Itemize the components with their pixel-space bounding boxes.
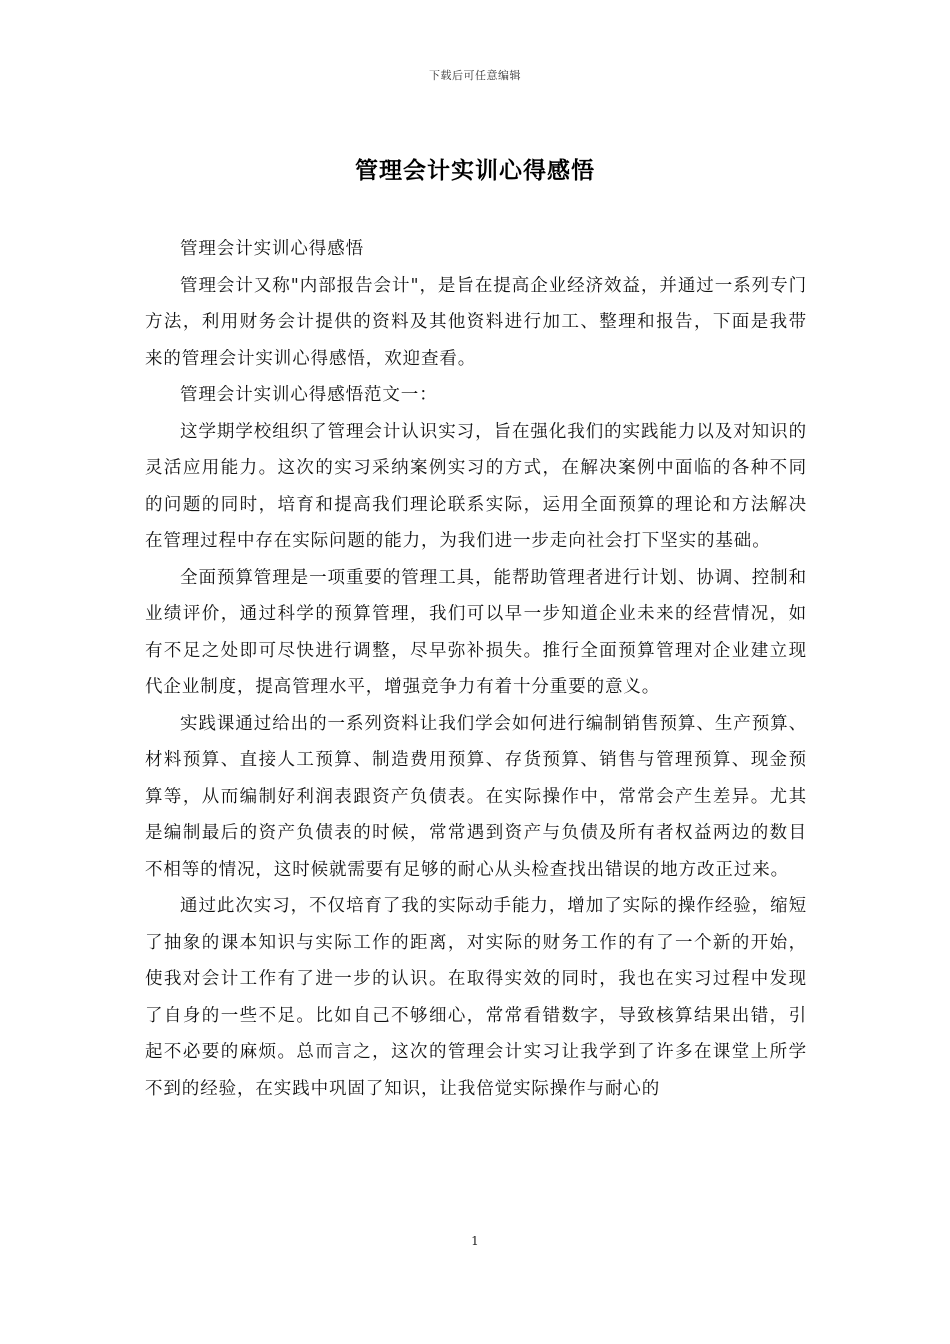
paragraph-section-heading: 管理会计实训心得感悟范文一： (180, 385, 438, 405)
document-body (145, 231, 807, 1107)
paragraph: 全面预算管理是一项重要的管理工具，能帮助管理者进行计划、协调、控制和业绩评价，通过科学的预算管理，我们可以早一步知道企业未来的经营情况，如有不足之处即可尽快进行调整，尽早弥补损失。推行全面预算管理对企业建立现代企业制度，提高管理水平，增强竞争力有着十分重要的意义。 (145, 567, 807, 697)
paragraph: 这学期学校组织了管理会计认识实习，旨在强化我们的实践能力以及对知识的灵活应用能力。这次的实习采纳案例实习的方式，在解决案例中面临的各种不同的问题的同时，培育和提高我们理论联系实际，运用全面预算的理论和方法解决在管理过程中存在实际问题的能力，为我们进一步走向社会打下坚实的基础。 (145, 421, 807, 551)
paragraph: 实践课通过给出的一系列资料让我们学会如何进行编制销售预算、生产预算、材料预算、直接人工预算、制造费用预算、存货预算、销售与管理预算、现金预算等，从而编制好利润表跟资产负债表。在实际操作中，常常会产生差异。尤其是编制最后的资产负债表的时候，常常遇到资产与负债及所有者权益两边的数目不相等的情况，这时候就需要有足够的耐心从头检查找出错误的地方改正过来。 (145, 713, 807, 880)
paragraph: 通过此次实习，不仅培育了我的实际动手能力，增加了实际的操作经验，缩短了抽象的课本知识与实际工作的距离，对实际的财务工作的有了一个新的开始，使我对会计工作有了进一步的认识。在取得实效的同时，我也在实习过程中发现了自身的一些不足。比如自己不够细心，常常看错数字，导致核算结果出错，引起不必要的麻烦。总而言之，这次的管理会计实习让我学到了许多在课堂上所学不到的经验，在实践中巩固了知识，让我倍觉实际操作与耐心的 (145, 896, 807, 1099)
header-note: 下载后可任意编辑 (429, 69, 521, 82)
page-number: 1 (471, 1234, 479, 1248)
document-title: 管理会计实训心得感悟 (355, 157, 595, 184)
paragraph-intro: 管理会计又称"内部报告会计"，是旨在提高企业经济效益，并通过一系列专门方法，利用财务会计提供的资料及其他资料进行加工、整理和报告，下面是我带来的管理会计实训心得感悟，欢迎查看。 (145, 275, 807, 369)
paragraph-subtitle: 管理会计实训心得感悟 (180, 239, 364, 259)
